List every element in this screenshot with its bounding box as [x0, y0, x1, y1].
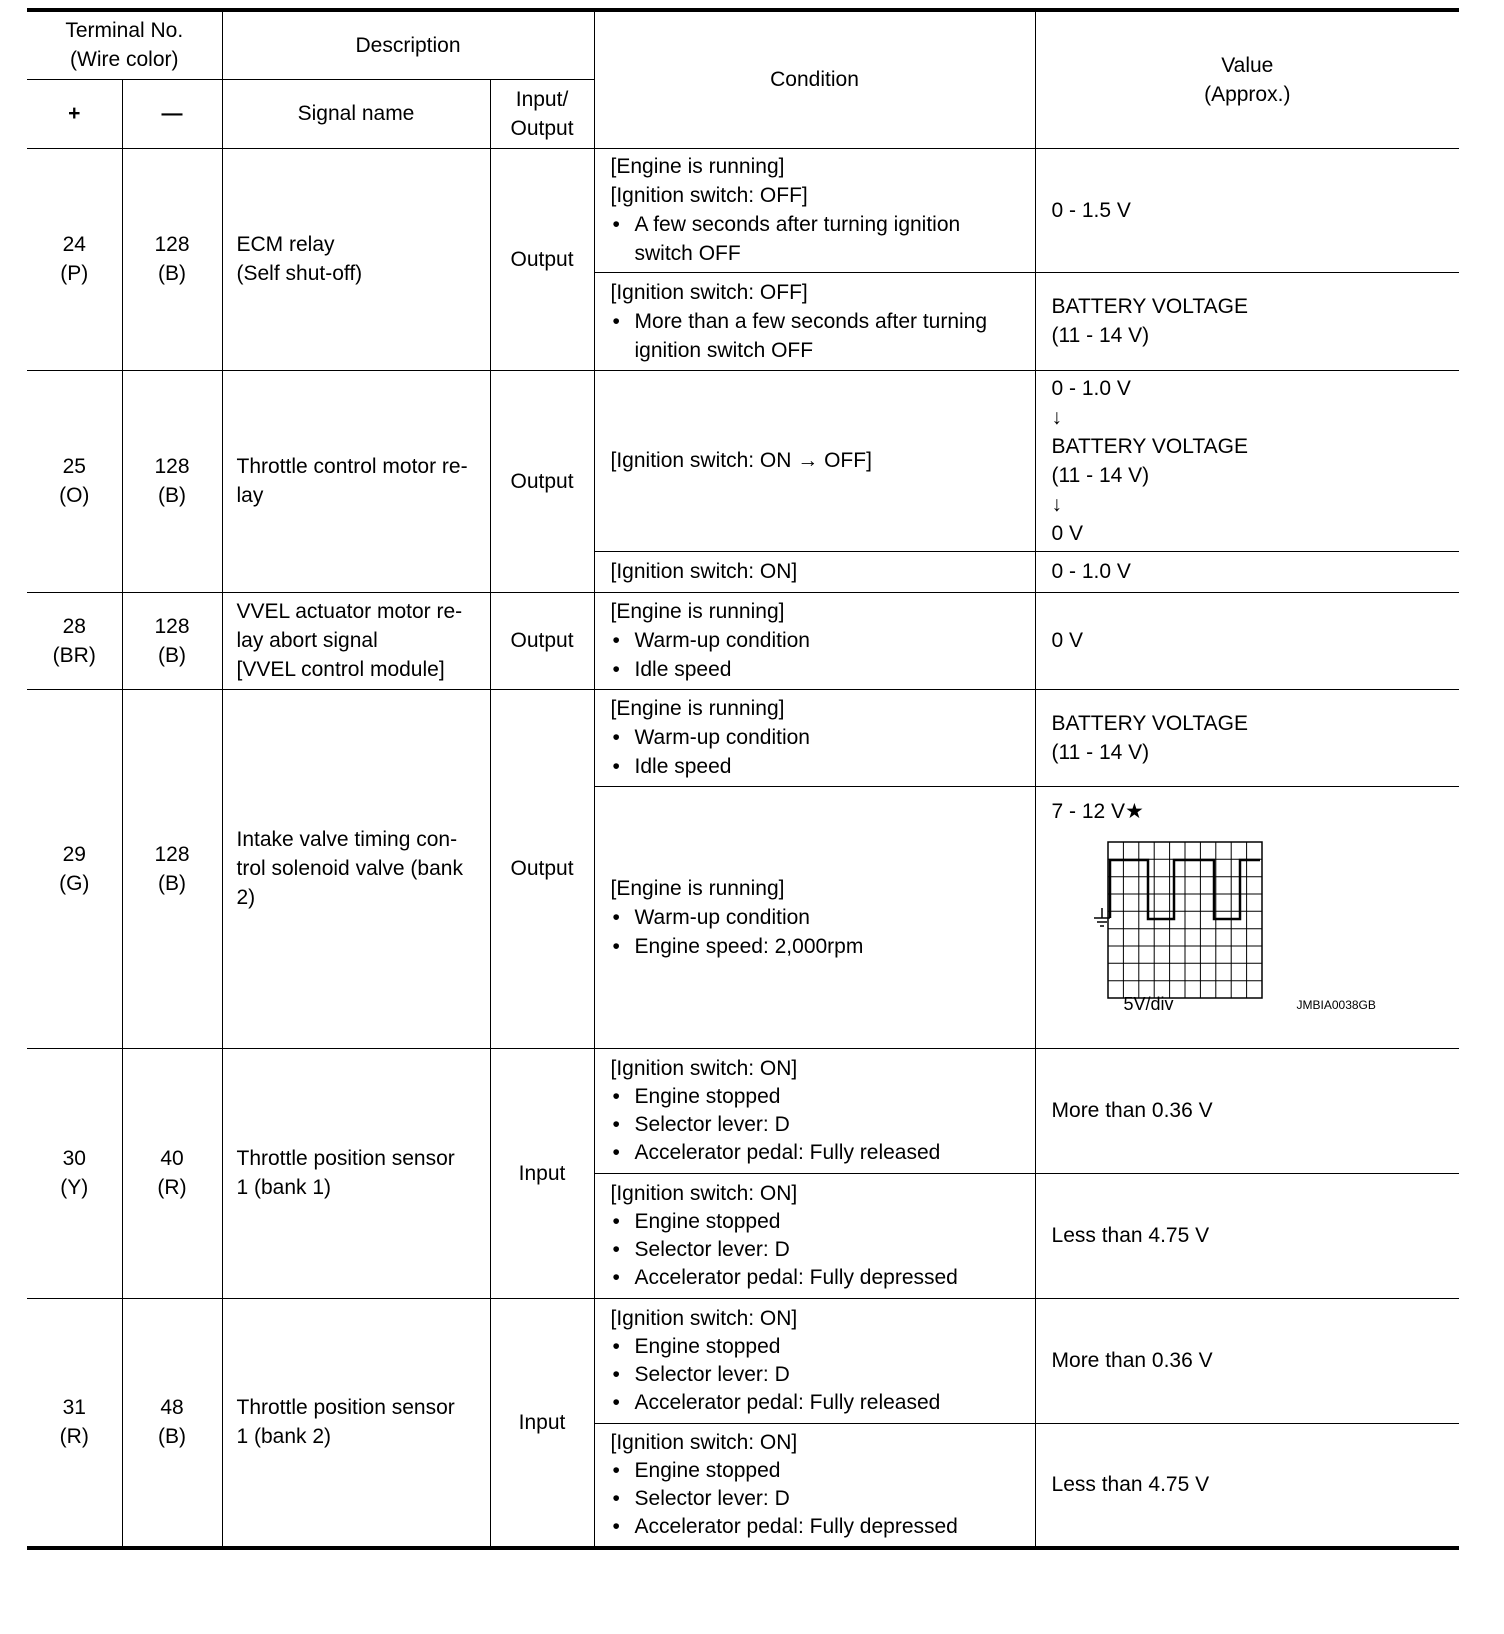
value-cell: BATTERY VOLTAGE (11 - 14 V) [1035, 689, 1459, 786]
terminal-plus: 25 (O) [27, 370, 122, 592]
table-row [27, 689, 1459, 786]
bullet-item: • Engine speed: 2,000rpm [611, 932, 1021, 961]
condition-cell: [Ignition switch: OFF] • More than a few seconds after turning ignition switch OFF [594, 272, 1035, 370]
table-row [27, 1298, 1459, 1423]
signal-name: ECM relay (Self shut-off) [222, 148, 490, 370]
header-minus: — [122, 79, 222, 148]
bullet-item: • Selector lever: D [611, 1485, 1021, 1513]
io-type: Output [490, 592, 594, 689]
bullet-item: • Engine stopped [611, 1208, 1021, 1236]
table-row [27, 370, 1459, 551]
value-cell: More than 0.36 V [1035, 1048, 1459, 1173]
header-plus: + [27, 79, 122, 148]
value-cell: 7 - 12 V★ 5V/div JMBIA0038GB [1035, 786, 1459, 1048]
waveform-scale-label: 5V/div [1123, 993, 1174, 1014]
condition-cell: [Engine is running] [Ignition switch: OFF] • A few seconds after turning ignition switch OFF [594, 148, 1035, 272]
signal-name: Throttle control motor re- lay [222, 370, 490, 592]
value-cell: 0 - 1.5 V [1035, 148, 1459, 272]
bullet-item: • Selector lever: D [611, 1236, 1021, 1264]
table-row [27, 1048, 1459, 1173]
value-cell: More than 0.36 V [1035, 1298, 1459, 1423]
signal-name: Throttle position sensor 1 (bank 2) [222, 1298, 490, 1548]
condition-cell: [Engine is running] • Warm-up condition • Idle speed [594, 689, 1035, 786]
terminal-plus: 31 (R) [27, 1298, 122, 1548]
bullet-item: • Engine stopped [611, 1457, 1021, 1485]
terminal-minus: 128 (B) [122, 592, 222, 689]
bullet-item: • Warm-up condition [611, 903, 1021, 932]
condition-cell: [Ignition switch: ON] [594, 551, 1035, 592]
header-io: Input/ Output [490, 79, 594, 148]
bullet-item: • Engine stopped [611, 1083, 1021, 1111]
ecm-terminal-table [27, 8, 1459, 1550]
value-cell: 0 - 1.0 V ↓ BATTERY VOLTAGE (11 - 14 V) ↓ 0 V [1035, 370, 1459, 551]
bullet-item: • Accelerator pedal: Fully depressed [611, 1264, 1021, 1292]
oscilloscope-waveform [1052, 826, 1446, 1021]
value-cell: BATTERY VOLTAGE (11 - 14 V) [1035, 272, 1459, 370]
table-row [27, 148, 1459, 272]
condition-cell: [Ignition switch: ON] • Engine stopped • Selector lever: D • Accelerator pedal: Fully depressed [594, 1423, 1035, 1548]
io-type: Output [490, 148, 594, 370]
header-signal-name: Signal name [222, 79, 490, 148]
terminal-plus: 30 (Y) [27, 1048, 122, 1298]
terminal-plus: 24 (P) [27, 148, 122, 370]
terminal-minus: 128 (B) [122, 370, 222, 592]
value-cell: 0 - 1.0 V [1035, 551, 1459, 592]
header-value: Value (Approx.) [1035, 10, 1459, 148]
bullet-item: • Accelerator pedal: Fully released [611, 1139, 1021, 1167]
signal-name: VVEL actuator motor re- lay abort signal [VVEL control module] [222, 592, 490, 689]
value-cell: Less than 4.75 V [1035, 1173, 1459, 1298]
table-row [27, 592, 1459, 689]
io-type: Output [490, 689, 594, 1048]
io-type: Input [490, 1048, 594, 1298]
condition-cell: [Ignition switch: ON] • Engine stopped • Selector lever: D • Accelerator pedal: Fully depressed [594, 1173, 1035, 1298]
value-cell: Less than 4.75 V [1035, 1423, 1459, 1548]
bullet-item: • Warm-up condition [611, 723, 1021, 752]
terminal-minus: 40 (R) [122, 1048, 222, 1298]
bullet-item: • More than a few seconds after turning ignition switch OFF [611, 307, 1021, 365]
condition-cell: [Engine is running] • Warm-up condition • Engine speed: 2,000rpm [594, 786, 1035, 1048]
bullet-item: • Accelerator pedal: Fully depressed [611, 1513, 1021, 1541]
condition-cell: [Ignition switch: ON] • Engine stopped • Selector lever: D • Accelerator pedal: Fully released [594, 1048, 1035, 1173]
condition-cell: [Ignition switch: ON] • Engine stopped • Selector lever: D • Accelerator pedal: Fully released [594, 1298, 1035, 1423]
bullet-item: • Idle speed [611, 752, 1021, 781]
signal-name: Throttle position sensor 1 (bank 1) [222, 1048, 490, 1298]
header-description: Description [222, 10, 594, 79]
bullet-item: • Selector lever: D [611, 1361, 1021, 1389]
terminal-plus: 28 (BR) [27, 592, 122, 689]
waveform-graph [1052, 826, 1382, 1021]
bullet-item: • Selector lever: D [611, 1111, 1021, 1139]
terminal-plus: 29 (G) [27, 689, 122, 1048]
io-type: Output [490, 370, 594, 592]
bullet-item: • A few seconds after turning ignition switch OFF [611, 210, 1021, 268]
value-cell: 0 V [1035, 592, 1459, 689]
io-type: Input [490, 1298, 594, 1548]
bullet-item: • Idle speed [611, 655, 1021, 684]
condition-cell: [Engine is running] • Warm-up condition • Idle speed [594, 592, 1035, 689]
bullet-item: • Accelerator pedal: Fully released [611, 1389, 1021, 1417]
bullet-item: • Warm-up condition [611, 626, 1021, 655]
header-condition: Condition [594, 10, 1035, 148]
terminal-minus: 128 (B) [122, 689, 222, 1048]
header-terminal: Terminal No. (Wire color) [27, 10, 222, 79]
terminal-minus: 128 (B) [122, 148, 222, 370]
terminal-minus: 48 (B) [122, 1298, 222, 1548]
bullet-item: • Engine stopped [611, 1333, 1021, 1361]
condition-cell: [Ignition switch: ON → OFF] [594, 370, 1035, 551]
signal-name: Intake valve timing con- trol solenoid valve (bank 2) [222, 689, 490, 1048]
figure-code-label: JMBIA0038GB [1296, 997, 1376, 1012]
